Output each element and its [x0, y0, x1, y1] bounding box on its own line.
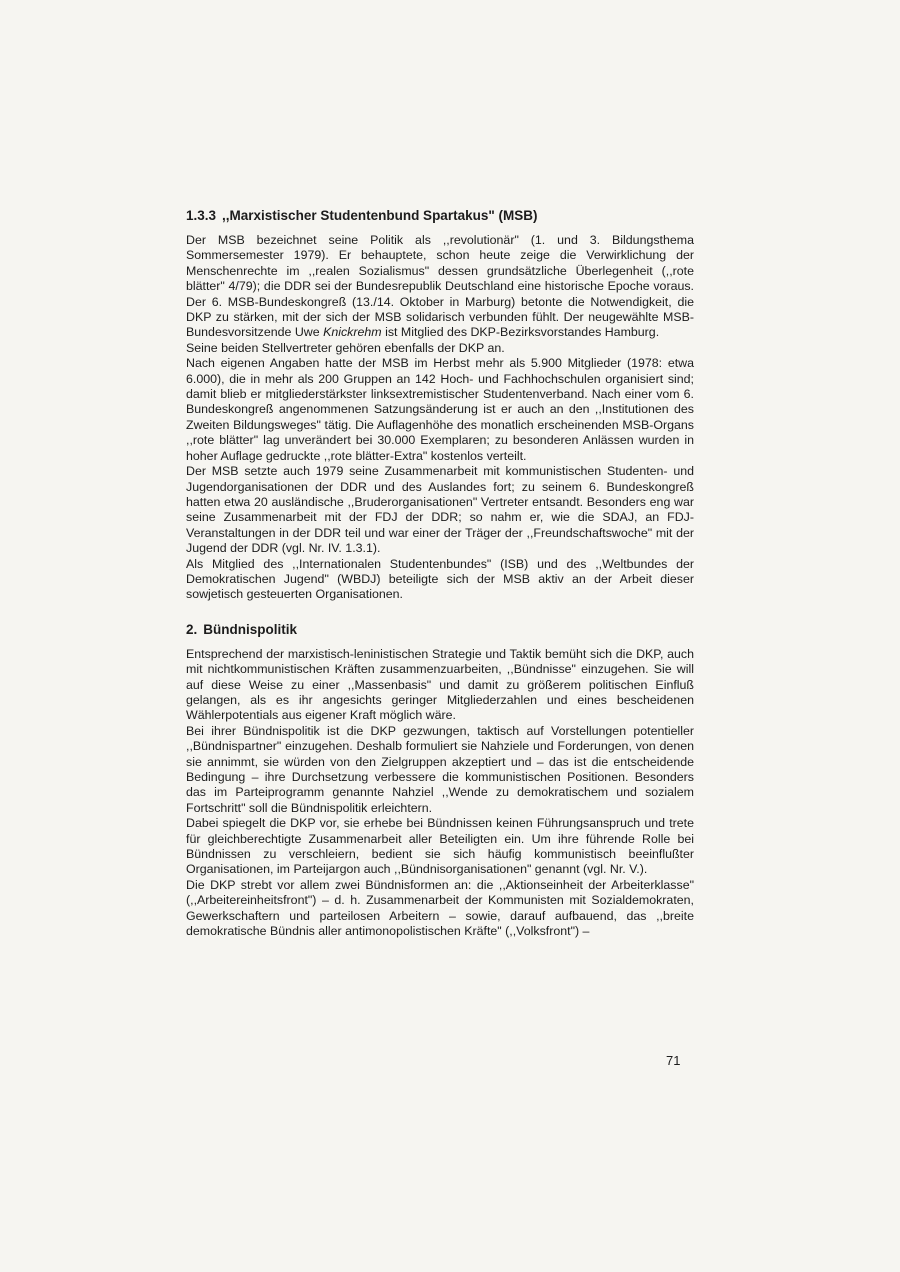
paragraph: Nach eigenen Angaben hatte der MSB im Herbst mehr als 5.900 Mitglieder (1978: etwa 6.000), die in mehr als 200 Gruppen an 142 Hoch- und Fachhochschulen organisiert sind; damit blieb er mitgliederstärkster linksextremistischer Studentenverband. Nach einer vom 6. Bundeskongreß angenommenen Satzungsänderung ist er auch an den ,,Institutionen des Zweiten Bildungsweges" tätig. Die Auflagenhöhe des monatlich erscheinenden MSB-Organs ,,rote blätter" lag unverändert bei 30.000 Exemplaren; zu besonderen Anlässen wurden in hoher Auflage gedruckte ,,rote blätter-Extra" kostenlos verteilt.: [186, 356, 694, 463]
paragraph: Entsprechend der marxistisch-leninistischen Strategie und Taktik bemüht sich die DKP, auch mit nichtkommunistischen Kräften zusammenzuarbeiten, ,,Bündnisse" einzugehen. Sie will auf diese Weise zu einer ,,Massenbasis" und damit zu größerem politischen Einfluß gelangen, als es ihr angesichts geringer Mitgliederzahlen und eines bescheidenen Wählerpotentials aus eigener Kraft möglich wäre.: [186, 646, 694, 723]
section-heading-buendnispolitik: [186, 621, 694, 638]
section-title: ,,Marxistischer Studentenbund Spartakus" (MSB): [222, 208, 538, 223]
name-emphasis: Knickrehm: [323, 325, 382, 340]
section-title: Bündnispolitik: [203, 621, 298, 637]
section-number: 1.3.3: [186, 208, 217, 223]
paragraph: Als Mitglied des ,,Internationalen Studentenbundes" (ISB) und des ,,Weltbundes der Demokratischen Jugend" (WBDJ) beteiligte sich der MSB aktiv an der Arbeit dieser sowjetisch gesteuerten Organisationen.: [186, 556, 694, 602]
paragraph: Der MSB setzte auch 1979 seine Zusammenarbeit mit kommunistischen Studenten- und Jugendorganisationen der DDR und des Auslandes fort; zu seinem 6. Bundeskongreß hatten etwa 20 ausländische ,,Bruderorganisationen" Vertreter entsandt. Besonders eng war seine Zusammenarbeit mit der FDJ der DDR; so nahm er, wie die SDAJ, an FDJ-Veranstaltungen in der DDR teil und war einer der Träger der ,,Freundschaftswoche" mit der Jugend der DDR (vgl. Nr. IV. 1.3.1).: [186, 464, 694, 556]
paragraph: Dabei spiegelt die DKP vor, sie erhebe bei Bündnissen keinen Führungsanspruch und trete für gleichberechtigte Zusammenarbeit aller Beteiligten ein. Um ihre führende Rolle bei Bündnissen zu verschleiern, bedient sie sich häufig kommunistisch beeinflußter Organisationen, im Parteijargon auch ,,Bündnisorganisationen" genannt (vgl. Nr. V.).: [186, 816, 694, 877]
paragraph: Die DKP strebt vor allem zwei Bündnisformen an: die ,,Aktionseinheit der Arbeiterklasse" (,,Arbeitereinheitsfront") – d. h. Zusammenarbeit der Kommunisten mit Sozialdemokraten, Gewerkschaftern und parteilosen Arbeitern – sowie, darauf aufbauend, das ,,breite demokratische Bündnis aller antimonopolistischen Kräfte" (,,Volksfront") –: [186, 877, 694, 939]
paragraph-text: Der MSB bezeichnet seine Politik als ,,revolutionär" (1. und 3. Bildungsthema Sommersemester 1979). Er behauptete, schon heute zeige die Verwirklichung der Menschenrechte im ,,realen Sozialismus" dessen grundsätzliche Überlegenheit (,,rote blätter" 4/79); die DDR sei der Bundesrepublik Deutschland eine historische Epoche voraus. Der 6. MSB-Bundeskongreß (13./14. Oktober in Marburg) betonte die Notwendigkeit, die DKP zu stärken, mit der sich der MSB solidarisch verbunden fühlt. Der neugewählte MSB-Bundesvorsitzende Uwe: [186, 233, 694, 340]
paragraph: Seine beiden Stellvertreter gehören ebenfalls der DKP an.: [186, 340, 505, 355]
section-number: 2.: [186, 621, 198, 637]
section-heading-msb: [186, 207, 694, 224]
paragraph-text: ist Mitglied des DKP-Bezirksvorstandes Hamburg.: [385, 325, 660, 340]
spacer: [186, 603, 694, 621]
paragraph: Bei ihrer Bündnispolitik ist die DKP gezwungen, taktisch auf Vorstellungen potentieller ,,Bündnispartner" einzugehen. Deshalb formuliert sie Nahziele und Forderungen, von denen sie annimmt, sie würden von den Zielgruppen akzeptiert und – das ist die entscheidende Bedingung – ihre Durchsetzung verbessere die kommunistischen Positionen. Besonders das im Parteiprogramm genannte Nahziel ,,Wende zu demokratischem und sozialem Fortschritt" soll die Bündnispolitik erleichtern.: [186, 723, 694, 815]
paragraph: [186, 233, 694, 341]
page-body: [186, 207, 694, 939]
page-number: 71: [666, 1053, 681, 1068]
